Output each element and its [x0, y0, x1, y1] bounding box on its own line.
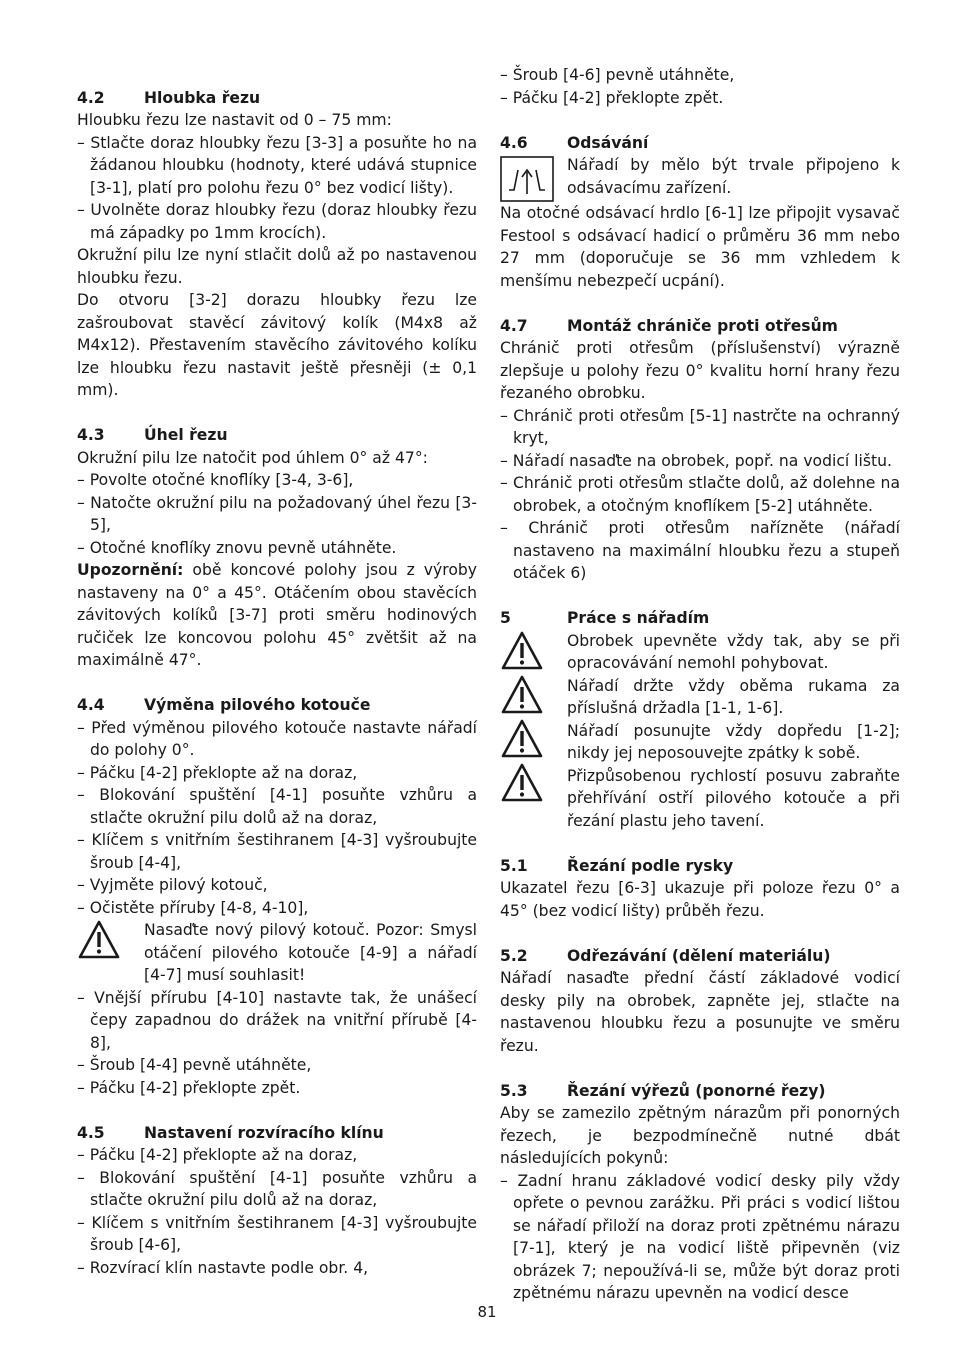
- extraction-notice: [500, 154, 900, 202]
- section-title: Nastavení rozvíracího klínu: [144, 1123, 384, 1142]
- list-item: – Blokování spuštění [4-1] posuňte vzhůru a stlačte okružní pilu dolů až na doraz,: [77, 786, 477, 827]
- section-title: Odřezávání (dělení materiálu): [567, 946, 831, 965]
- section-heading: [500, 607, 900, 630]
- list-item: – Páčku [4-2] překlopte zpět.: [77, 1078, 301, 1097]
- section-number: 4.4: [77, 696, 105, 714]
- list-item: – Nářadí nasaďte na obrobek, popř. na vodicí lištu.: [500, 451, 892, 470]
- section-number: 4.7: [500, 316, 528, 335]
- paragraph: Okružní pilu lze natočit pod úhlem 0° až 47°:: [77, 448, 428, 467]
- section-5: [500, 607, 900, 832]
- list-item: – Očistěte příruby [4-8, 4-10],: [77, 898, 309, 917]
- paragraph: Na otočné odsávací hrdlo [6-1] lze připojit vysavač Festool s odsávací hadicí o průměru 36 mm nebo 27 mm (doporučuje se 36 mm vzhledem k menšímu nebezpečí ucpání).: [500, 204, 900, 290]
- paragraph: Nářadí nasaďte přední částí základové vodicí desky pily na obrobek, zapněte jej, stlačte na nastavenou hloubku řezu a posunujte ve směru řezu.: [500, 969, 900, 1055]
- dust-extraction-icon: [500, 156, 554, 202]
- list-item: – Rozvírací klín nastavte podle obr. 4,: [77, 1258, 369, 1277]
- list-item: – Vyjměte pilový kotouč,: [77, 876, 268, 894]
- section-heading: [77, 1122, 477, 1145]
- instruction-list: [77, 1144, 477, 1279]
- section-4-3: [77, 424, 477, 672]
- section-number: 4.2: [77, 88, 105, 107]
- section-heading: [500, 315, 900, 338]
- section-heading: [500, 945, 900, 968]
- section-heading: [77, 87, 477, 110]
- section-number: 5.2: [500, 946, 528, 965]
- paragraph: Ukazatel řezu [6-3] ukazuje při poloze řezu 0° a 45° (bez vodicí lišty) průběh řezu.: [500, 879, 900, 920]
- section-heading: [500, 1080, 900, 1103]
- list-item: – Páčku [4-2] překlopte až na doraz,: [77, 763, 358, 782]
- list-item: – Stlačte doraz hloubky řezu [3-3] a posuňte ho na žádanou hloubku (hodnoty, které udává stupnice [3-1], platí pro polohu řezu 0° bez vodicí lišty).: [77, 133, 477, 197]
- instruction-list: [77, 469, 477, 559]
- warning-triangle-icon: [500, 630, 544, 671]
- extraction-text: Nářadí by mělo být trvale připojeno k odsávacímu zařízení.: [567, 156, 900, 197]
- list-item: – Otočné knoflíky znovu pevně utáhněte.: [77, 538, 397, 557]
- section-heading: [77, 694, 477, 717]
- list-item: – Páčku [4-2] překlopte až na doraz,: [77, 1146, 358, 1164]
- section-title: Montáž chrániče proti otřesům: [567, 316, 838, 335]
- section-number: 5: [500, 609, 511, 627]
- list-item: – Vnější přírubu [4-10] nastavte tak, že unášecí čepy zapadnou do drážek na vnitřní přírubě [4-8],: [77, 988, 477, 1052]
- section-title: Řezání podle rysky: [567, 856, 734, 875]
- section-title: Úhel řezu: [144, 426, 228, 444]
- right-column: [500, 64, 900, 1327]
- warning-block: [77, 919, 477, 987]
- section-4-5: [77, 1122, 477, 1280]
- section-title: Řezání výřezů (ponorné řezy): [567, 1081, 826, 1100]
- warning-triangle-icon: [500, 674, 544, 715]
- instruction-list: [500, 64, 900, 109]
- paragraph: Aby se zamezilo zpětným nárazům při ponorných řezech, je bezpodmínečně nutné dbát následujících pokynů:: [500, 1104, 900, 1167]
- list-item: – Blokování spuštění [4-1] posuňte vzhůru a stlačte okružní pilu dolů až na doraz,: [77, 1168, 477, 1209]
- list-item: – Před výměnou pilového kotouče nastavte nářadí do polohy 0°.: [77, 718, 477, 759]
- instruction-list: [77, 717, 477, 920]
- section-number: 5.3: [500, 1081, 528, 1100]
- section-4-7: [500, 315, 900, 585]
- section-title: Práce s nářadím: [567, 609, 710, 627]
- list-item: – Chránič proti otřesům stlačte dolů, až dolehne na obrobek, a otočným knoflíkem [5-2] utáhněte.: [500, 474, 900, 515]
- warning-text: Nářadí držte vždy oběma rukama za příslušná držadla [1-1, 1-6].: [567, 676, 900, 717]
- warning-triangle-icon: [500, 718, 544, 759]
- warning-text: Nářadí posunujte vždy dopředu [1-2]; nikdy jej neposouvejte zpátky k sobě.: [567, 721, 900, 762]
- section-number: 5.1: [500, 856, 528, 875]
- warning-text: Nasaďte nový pilový kotouč. Pozor: Smysl otáčení pilového kotouče [4-9] a nářadí [4-7] musí souhlasit!: [144, 921, 477, 984]
- note-text: obě koncové polohy jsou z výroby nastaveny na 0° a 45°. Otáčením obou stavěcích závitových kolíků [3-7] proti směru hodinových ručiček lze koncovou polohu 45° zvětšit až na maximálně 47°.: [77, 561, 477, 669]
- section-title: Výměna pilového kotouče: [144, 696, 371, 714]
- paragraph: Do otvoru [3-2] dorazu hloubky řezu lze zašroubovat stavěcí závitový kolík (M4x8 až M4x12). Přestavením stavěcího závitového kolíku lze hloubku řezu nastavit ještě přesněji (± 0,1 mm).: [77, 291, 477, 399]
- warning-text: Přizpůsobenou rychlostí posuvu zabraňte přehřívání ostří pilového kotouče a při řezání plastu jeho tavení.: [567, 766, 900, 830]
- warning-text: Obrobek upevněte vždy tak, aby se při opracovávání nemohl pohybovat.: [567, 631, 900, 672]
- instruction-list: [500, 405, 900, 585]
- note-paragraph: [77, 559, 477, 672]
- section-5-2: [500, 945, 900, 1058]
- section-4-4: [77, 694, 477, 1099]
- left-column: [77, 64, 477, 1302]
- instruction-list: [77, 987, 477, 1100]
- section-number: 4.5: [77, 1123, 105, 1142]
- list-item: – Zadní hranu základové vodicí desky pily vždy opřete o pevnou zarážku. Při práci s vodicí lištou se nářadí přiloží na doraz proti zpětnému nárazu [7-1], který je na vodicí liště připevněn (viz obrázek 7; nepoužívá-li se, může být doraz proti zpětnému nárazu upevněn na vodicí desce: [500, 1171, 900, 1302]
- section-heading: [77, 424, 477, 447]
- warning-triangle-icon: [500, 762, 544, 803]
- list-item: – Povolte otočné knoflíky [3-4, 3-6],: [77, 471, 354, 489]
- section-4-6: [500, 132, 900, 293]
- list-item: – Šroub [4-4] pevně utáhněte,: [77, 1056, 312, 1074]
- list-item: – Natočte okružní pilu na požadovaný úhel řezu [3-5],: [77, 493, 477, 534]
- section-number: 4.3: [77, 426, 105, 444]
- list-item: – Uvolněte doraz hloubky řezu (doraz hloubky řezu má západky po 1mm krocích).: [77, 201, 477, 242]
- note-label: Upozornění:: [77, 561, 184, 579]
- warning-block: [500, 630, 900, 833]
- section-4-2: [77, 87, 477, 402]
- paragraph: Hloubku řezu lze nastavit od 0 – 75 mm:: [77, 111, 392, 129]
- instruction-list: [500, 1170, 900, 1305]
- list-item: – Páčku [4-2] překlopte zpět.: [500, 88, 724, 107]
- section-5-1: [500, 855, 900, 923]
- page-number: 81: [477, 1303, 497, 1321]
- section-title: Odsávání: [567, 133, 649, 152]
- section-heading: [500, 132, 900, 155]
- list-item: – Klíčem s vnitřním šestihranem [4-3] vyšroubujte šroub [4-6],: [77, 1213, 477, 1254]
- section-5-3: [500, 1080, 900, 1305]
- section-heading: [500, 855, 900, 878]
- list-item: – Klíčem s vnitřním šestihranem [4-3] vyšroubujte šroub [4-4],: [77, 831, 477, 872]
- list-item: – Chránič proti otřesům [5-1] nastrčte na ochranný kryt,: [500, 406, 900, 447]
- warning-triangle-icon: [77, 919, 121, 960]
- list-item: – Chránič proti otřesům nařízněte (nářadí nastaveno na maximální hloubku řezu a stupeň otáček 6): [500, 519, 900, 582]
- section-number: 4.6: [500, 133, 528, 152]
- instruction-list: [77, 132, 477, 245]
- list-item: – Šroub [4-6] pevně utáhněte,: [500, 66, 735, 84]
- paragraph: Chránič proti otřesům (příslušenství) výrazně zlepšuje u polohy řezu 0° kvalitu horní hrany řezu řezaného obrobku.: [500, 339, 900, 402]
- paragraph: Okružní pilu lze nyní stlačit dolů až po nastavenou hloubku řezu.: [77, 246, 477, 287]
- section-4-5-continued: [500, 64, 900, 109]
- section-title: Hloubka řezu: [144, 88, 261, 107]
